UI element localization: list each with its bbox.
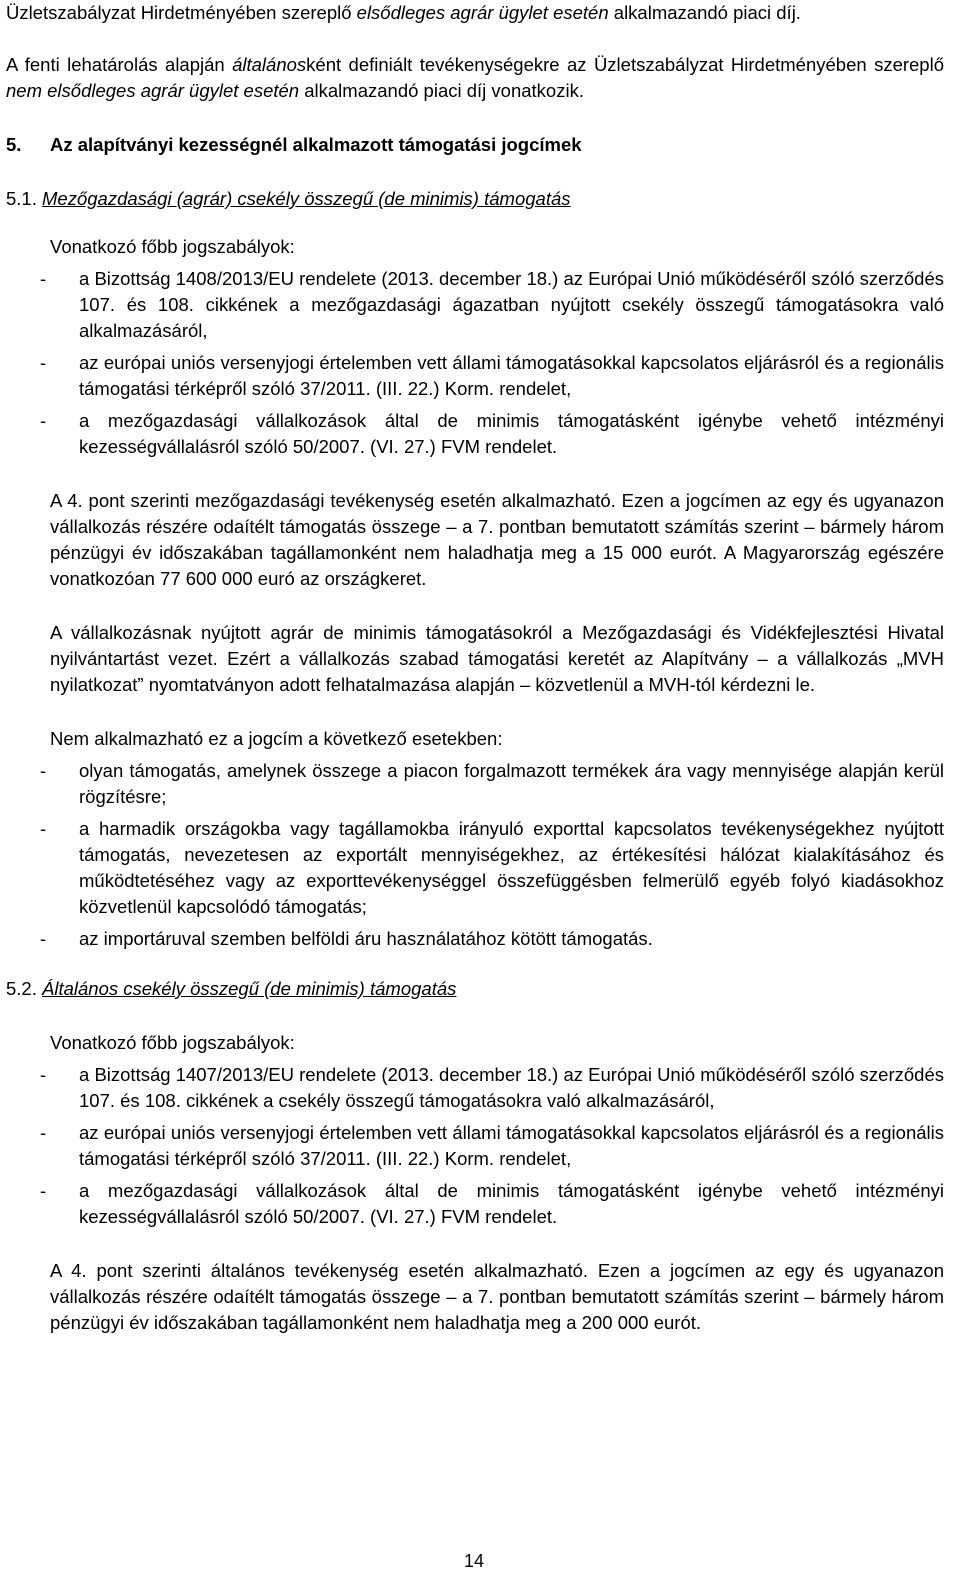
subsection-number: 5.1. xyxy=(6,188,37,209)
emphasis-text: elsődleges agrár ügylet esetén xyxy=(356,2,609,23)
list-item xyxy=(6,408,944,460)
rules-heading: Vonatkozó főbb jogszabályok: xyxy=(50,1032,295,1053)
emphasis-text: nem elsődleges agrár ügylet esetén xyxy=(6,80,300,101)
list-item-text: a Bizottság 1408/2013/EU rendelete (2013. december 18.) az Európai Unió működéséről szóló szerződés 107. és 108. cikkének a mezőgazdasági ágazatban nyújtott csekély összegű támogatásokra való alkalmazásáról, xyxy=(79,268,944,341)
subsection-title: Általános csekély összegű (de minimis) támogatás xyxy=(42,978,457,999)
list-item-text: a mezőgazdasági vállalkozások által de minimis támogatásként igénybe vehető intézményi kezességvállalásról szóló 50/2007. (VI. 27.) FVM rendelet. xyxy=(79,410,944,457)
text-run: A fenti lehatárolás alapján xyxy=(6,54,233,75)
list-item-text: olyan támogatás, amelynek összege a piacon forgalmazott termékek ára vagy mennyisége alapján kerül rögzítésre; xyxy=(79,760,944,807)
intro-paragraph-1 xyxy=(6,0,944,26)
body-paragraph: A vállalkozásnak nyújtott agrár de minimis támogatásokról a Mezőgazdasági és Vidékfejlesztési Hivatal nyilvántartást vezet. Ezért a vállalkozás szabad támogatási keretét az Alapítvány – a vállalkozás „MVH nyilatkozat” nyomtatványon adott felhatalmazása alapján – közvetlenül a MVH-tól kérdezni le. xyxy=(50,622,944,695)
list-marker: - xyxy=(40,1122,47,1143)
rules-list xyxy=(6,1062,944,1230)
section-number: 5. xyxy=(6,134,22,155)
list-item-text: a mezőgazdasági vállalkozások által de minimis támogatásként igénybe vehető intézményi kezességvállalásról szóló 50/2007. (VI. 27.) FVM rendelet. xyxy=(79,1180,944,1227)
exclusions-list xyxy=(6,758,944,952)
list-item xyxy=(6,816,944,920)
section-5-heading xyxy=(6,132,944,158)
body-paragraph: A 4. pont szerinti általános tevékenység esetén alkalmazható. Ezen a jogcímen az egy és ugyanazon vállalkozás részére odaítélt támogatás összege – a 7. pontban bemutatott számítás szerint – bármely három pénzügyi év időszakában tagállamonként nem haladhatja meg a 200 000 eurót. xyxy=(50,1260,944,1333)
list-marker: - xyxy=(40,352,47,373)
list-marker: - xyxy=(40,928,47,949)
list-item-text: az importáruval szemben belföldi áru használatához kötött támogatás. xyxy=(79,928,653,949)
emphasis-text: általános xyxy=(232,54,307,75)
list-item xyxy=(6,1178,944,1230)
page-number: 14 xyxy=(463,1551,485,1571)
list-marker: - xyxy=(40,268,47,289)
list-marker: - xyxy=(40,1180,47,1201)
list-item-text: az európai uniós versenyjogi értelemben vett állami támogatásokkal kapcsolatos eljárásról és a regionális támogatási térképről szóló 37/2011. (III. 22.) Korm. rendelet, xyxy=(79,1122,944,1169)
list-item xyxy=(6,266,944,344)
text-run: ként definiált tevékenységekre az Üzletszabályzat Hirdetményében szereplő xyxy=(306,54,944,75)
list-marker: - xyxy=(40,410,47,431)
subsection-number: 5.2. xyxy=(6,978,37,999)
intro-paragraph-2 xyxy=(6,52,944,104)
list-item-text: a harmadik országokba vagy tagállamokba irányuló exporttal kapcsolatos tevékenységekhez nyújtott támogatás, nevezetesen az exportált mennyiségekhez, az értékesítési hálózat kialakításához és működtetéséhez vagy az exporttevékenységgel összefüggésben felmerülő egyéb folyó kiadásokhoz közvetlenül kapcsolódó támogatás; xyxy=(79,818,944,917)
rules-list xyxy=(6,266,944,460)
text-run: Üzletszabályzat Hirdetményében szereplő xyxy=(6,2,357,23)
list-item xyxy=(6,350,944,402)
exclusions-heading: Nem alkalmazható ez a jogcím a következő esetekben: xyxy=(50,728,503,749)
rules-heading: Vonatkozó főbb jogszabályok: xyxy=(50,236,295,257)
section-title: Az alapítványi kezességnél alkalmazott támogatási jogcímek xyxy=(50,134,582,155)
section-5-1-heading xyxy=(6,186,944,212)
list-item xyxy=(6,1120,944,1172)
text-run: alkalmazandó piaci díj. xyxy=(608,2,801,23)
list-item-text: a Bizottság 1407/2013/EU rendelete (2013. december 18.) az Európai Unió működéséről szóló szerződés 107. és 108. cikkének a csekély összegű támogatásokra való alkalmazásáról, xyxy=(79,1064,944,1111)
document-page xyxy=(6,0,944,1336)
list-marker: - xyxy=(40,760,47,781)
list-item-text: az európai uniós versenyjogi értelemben vett állami támogatásokkal kapcsolatos eljárásról és a regionális támogatási térképről szóló 37/2011. (III. 22.) Korm. rendelet, xyxy=(79,352,944,399)
list-item xyxy=(6,758,944,810)
list-marker: - xyxy=(40,818,47,839)
list-item xyxy=(6,926,944,952)
list-marker: - xyxy=(40,1064,47,1085)
text-run: alkalmazandó piaci díj vonatkozik. xyxy=(299,80,584,101)
body-paragraph: A 4. pont szerinti mezőgazdasági tevékenység esetén alkalmazható. Ezen a jogcímen az egy és ugyanazon vállalkozás részére odaítélt támogatás összege – a 7. pontban bemutatott számítás szerint – bármely három pénzügyi év időszakában tagállamonként nem haladhatja meg a 15 000 eurót. A Magyarország egészére vonatkozóan 77 600 000 euró az országkeret. xyxy=(50,490,944,589)
list-item xyxy=(6,1062,944,1114)
section-5-2-heading xyxy=(6,976,944,1002)
subsection-title: Mezőgazdasági (agrár) csekély összegű (de minimis) támogatás xyxy=(42,188,571,209)
